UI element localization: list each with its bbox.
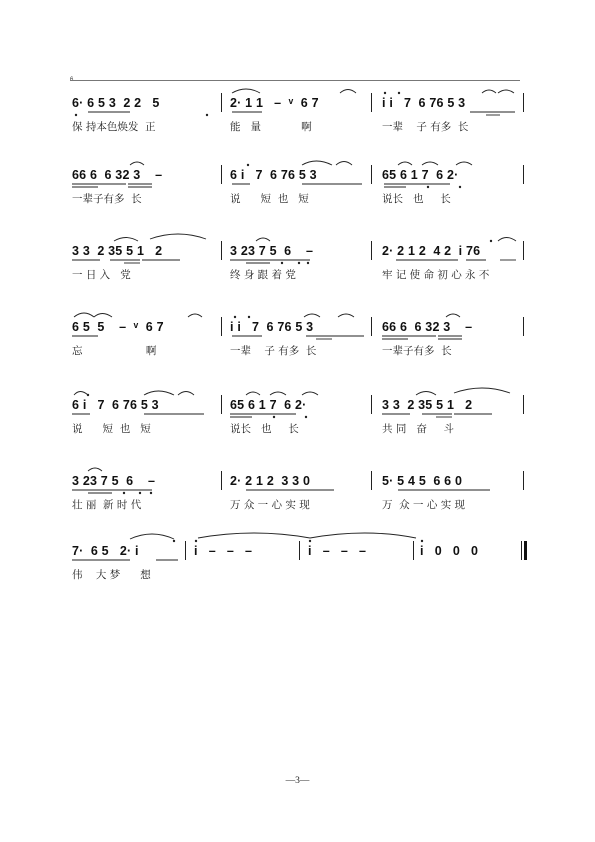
measure-lyrics: 一辈 子 有多 长 bbox=[382, 121, 469, 133]
measure-notes: 65 6 1 7 6 2· bbox=[230, 398, 307, 412]
slur-marks bbox=[70, 230, 530, 290]
measure-lyrics: 共 同 奋 斗 bbox=[382, 423, 455, 435]
measure-notes: 7· 6 5 2· i bbox=[72, 544, 139, 558]
measure-notes: 2· 2 1 2 3 3 0 bbox=[230, 474, 311, 488]
measure-lyrics: 保 持本色焕发 正 bbox=[72, 121, 156, 133]
measure-lyrics: 一辈子有多 长 bbox=[72, 193, 142, 205]
header-rule bbox=[70, 80, 520, 81]
measure-lyrics: 说长 也 长 bbox=[230, 423, 299, 435]
measure-notes: 2· 1 1 – ᵛ 6 7 bbox=[230, 96, 319, 110]
measure-lyrics: 万 众 一 心 实 现 bbox=[382, 499, 466, 511]
measure-notes: 3 23 7 5 6 – bbox=[230, 244, 314, 258]
measure-lyrics: 说长 也 长 bbox=[382, 193, 451, 205]
measure-notes: 6· 6 5 3 2 2 5 bbox=[72, 96, 160, 110]
measure-notes: 5· 5 4 5 6 6 0 bbox=[382, 474, 463, 488]
measure-lyrics: 伟 大 梦 想 bbox=[72, 569, 151, 581]
slur-marks bbox=[70, 460, 530, 520]
measure-lyrics: 能 量 啊 bbox=[230, 121, 312, 133]
measure-lyrics: 忘 啊 bbox=[72, 345, 157, 357]
measure-lyrics: 终 身 跟 着 党 bbox=[230, 269, 296, 281]
measure-notes: i i 7 6 76 5 3 bbox=[230, 320, 314, 334]
measure-lyrics: 一辈子有多 长 bbox=[382, 345, 452, 357]
score-system-1 bbox=[70, 82, 530, 142]
score-system-2 bbox=[70, 154, 530, 214]
measure-notes: 65 6 1 7 6 2· bbox=[382, 168, 459, 182]
measure-notes: 6 i 7 6 76 5 3 bbox=[230, 168, 317, 182]
measure-notes: i 0 0 0 bbox=[420, 544, 479, 558]
measure-notes: 6 i 7 6 76 5 3 bbox=[72, 398, 159, 412]
slur-marks bbox=[70, 530, 530, 590]
measure-notes: 66 6 6 32 3 – bbox=[382, 320, 473, 334]
score-system-4 bbox=[70, 306, 530, 366]
slur-marks bbox=[70, 82, 530, 142]
measure-notes: 66 6 6 32 3 – bbox=[72, 168, 163, 182]
measure-notes: i – – – bbox=[194, 544, 253, 558]
measure-lyrics: 牢 记 使 命 初 心 永 不 bbox=[382, 269, 490, 281]
measure-notes: 3 3 2 35 5 1 2 bbox=[382, 398, 473, 412]
measure-lyrics: 说 短 也 短 bbox=[230, 193, 309, 205]
measure-lyrics: 壮 丽 新 时 代 bbox=[72, 499, 142, 511]
measure-notes: 2· 2 1 2 4 2 i 76 bbox=[382, 244, 481, 258]
measure-lyrics: 万 众 一 心 实 现 bbox=[230, 499, 310, 511]
measure-notes: i – – – bbox=[308, 544, 367, 558]
page-number: —3— bbox=[285, 776, 310, 786]
score-system-5 bbox=[70, 384, 530, 444]
measure-lyrics: 一 日 入 党 bbox=[72, 269, 131, 281]
measure-notes: 3 23 7 5 6 – bbox=[72, 474, 156, 488]
measure-notes: i i 7 6 76 5 3 bbox=[382, 96, 466, 110]
score-system-6 bbox=[70, 460, 530, 520]
slur-marks bbox=[70, 154, 530, 214]
slur-marks bbox=[70, 306, 530, 366]
measure-lyrics: 说 短 也 短 bbox=[72, 423, 151, 435]
score-system-3 bbox=[70, 230, 530, 290]
score-system-7 bbox=[70, 530, 530, 590]
measure-notes: 3 3 2 35 5 1 2 bbox=[72, 244, 163, 258]
top-mark: 6. bbox=[70, 77, 76, 83]
measure-lyrics: 一辈 子 有多 长 bbox=[230, 345, 317, 357]
measure-notes: 6 5 5 – ᵛ 6 7 bbox=[72, 320, 164, 334]
slur-marks bbox=[70, 384, 530, 444]
